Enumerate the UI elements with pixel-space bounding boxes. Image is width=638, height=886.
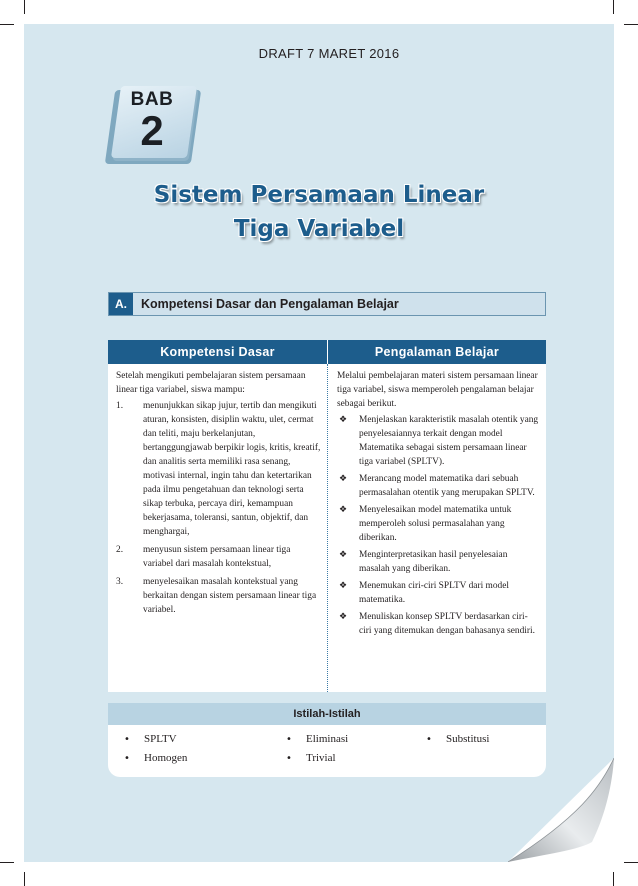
istilah-header: Istilah-Istilah xyxy=(108,703,546,725)
diamond-bullet-icon: ❖ xyxy=(339,474,348,484)
crop-mark xyxy=(0,24,14,25)
istilah-box xyxy=(108,703,546,777)
term-text: Homogen xyxy=(144,752,188,764)
item-text: Merancang model matematika dari sebuah permasalahan otentik yang merupakan SPLTV. xyxy=(359,474,535,498)
diamond-bullet-icon: ❖ xyxy=(339,581,348,591)
term-text: Substitusi xyxy=(446,733,490,745)
bullet-icon: • xyxy=(124,733,130,745)
item-number: 2. xyxy=(116,545,124,555)
chapter-number: 2 xyxy=(140,107,164,154)
term-item xyxy=(286,752,336,764)
diamond-bullet-icon: ❖ xyxy=(339,550,348,560)
item-text: Menyelesaikan model matematika untuk memperoleh solusi permasalahan yang diberikan. xyxy=(359,505,512,543)
item-text: Menuliskan konsep SPLTV berdasarkan ciri-ciri yang ditemukan dengan bahasanya sendiri. xyxy=(359,612,535,636)
term-text: Trivial xyxy=(306,752,336,764)
term-text: Eliminasi xyxy=(306,733,349,745)
diamond-bullet-icon: ❖ xyxy=(339,612,348,622)
list-item xyxy=(337,472,539,500)
column-header-kompetensi: Kompetensi Dasar xyxy=(108,340,327,364)
list-item xyxy=(116,399,322,539)
item-text: Menginterpretasikan hasil penyelesaian masalah yang diberikan. xyxy=(359,550,508,574)
item-text: menyusun sistem persamaan linear tiga variabel dari masalah kontekstual, xyxy=(143,545,291,569)
crop-mark xyxy=(613,0,614,14)
crop-mark xyxy=(624,24,638,25)
pengalaman-intro: Melalui pembelajaran materi sistem persamaan linear tiga variabel, siswa memperoleh pengalaman belajar sebagai berikut. xyxy=(337,371,538,409)
list-item xyxy=(116,543,322,571)
column-header-pengalaman: Pengalaman Belajar xyxy=(328,340,546,364)
term-item xyxy=(426,733,489,745)
item-text: Menemukan ciri-ciri SPLTV dari model matematika. xyxy=(359,581,509,605)
crop-mark xyxy=(613,872,614,886)
list-item xyxy=(337,548,539,576)
bullet-icon: • xyxy=(286,733,292,745)
term-text: SPLTV xyxy=(144,733,177,745)
list-item xyxy=(337,610,539,638)
chapter-title-line-2: Tiga Variabel xyxy=(233,216,405,242)
term-item xyxy=(286,733,348,745)
competency-table xyxy=(108,340,546,692)
term-item xyxy=(124,733,177,745)
term-item xyxy=(124,752,187,764)
item-number: 3. xyxy=(116,577,124,587)
crop-mark xyxy=(624,862,638,863)
column-divider xyxy=(327,364,328,692)
kompetensi-column xyxy=(116,369,322,621)
bullet-icon: • xyxy=(426,733,432,745)
diamond-bullet-icon: ❖ xyxy=(339,505,348,515)
crop-mark xyxy=(24,872,25,886)
section-header xyxy=(108,292,546,316)
crop-mark xyxy=(0,862,14,863)
kompetensi-intro: Setelah mengikuti pembelajaran sistem persamaan linear tiga variabel, siswa mampu: xyxy=(116,371,306,395)
item-number: 1. xyxy=(116,401,124,411)
crop-mark xyxy=(24,0,25,14)
list-item xyxy=(116,575,322,617)
list-item xyxy=(337,579,539,607)
item-text: menyelesaikan masalah kontekstual yang berkaitan dengan sistem persamaan linear tiga variabel. xyxy=(143,577,317,615)
draft-label: DRAFT 7 MARET 2016 xyxy=(258,46,400,61)
diamond-bullet-icon: ❖ xyxy=(339,415,348,425)
list-item xyxy=(337,503,539,545)
pengalaman-column xyxy=(337,369,539,641)
section-letter: A. xyxy=(109,293,133,315)
item-text: Menjelaskan karakteristik masalah otentik yang penyelesaiannya terkait dengan model Matematika sebagai sistem persamaan linear tiga variabel (SPLTV). xyxy=(359,415,539,467)
bullet-icon: • xyxy=(286,752,292,764)
bullet-icon: • xyxy=(124,752,130,764)
chapter-word: BAB xyxy=(130,89,174,110)
list-item xyxy=(337,413,539,469)
section-label: Kompetensi Dasar dan Pengalaman Belajar xyxy=(141,297,399,311)
item-text: menunjukkan sikap jujur, tertib dan mengikuti aturan, konsisten, disiplin waktu, ulet, cermat dan teliti, maju berkelanjutan, bertanggungjawab berpikir logis, kritis, kreatif, dan analitis serta memiliki rasa senang, motivasi internal, ingin tahu dan ketertarikan pada ilmu pengetahuan dan teknologi serta sikap terbuka, percaya diri, kemampuan bekerjasama, toleransi, santun, objektif, dan menghargai, xyxy=(143,401,321,537)
chapter-title-line-1: Sistem Persamaan Linear xyxy=(153,182,485,208)
